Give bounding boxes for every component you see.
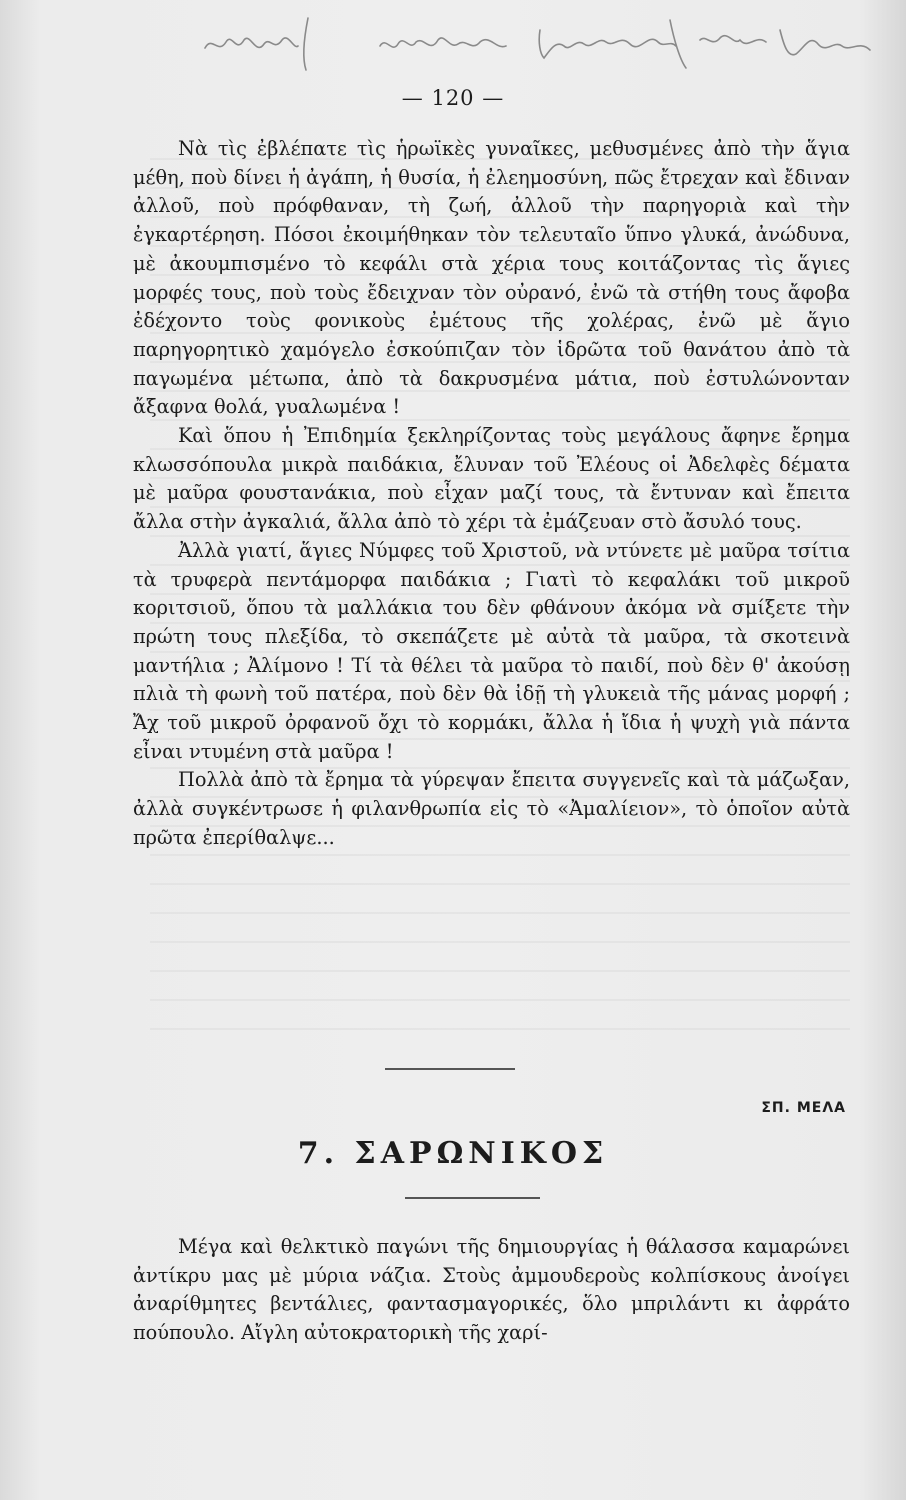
section-divider (385, 1068, 515, 1070)
paragraph: Μέγα καὶ θελκτικὸ παγώνι τῆς δημιουργίας ἡ θάλασσα καμαρώνει ἀντίκρυ μας μὲ μύρια νάζια. Στοὺς ἀμμουδεροὺς κολπίσκους ἀνοίγει ἀναρίθμητες βεντάλιες, φαντασμαγορικές, ὅλο μπριλάντι κι ἀφράτο πούπουλο. Αἴγλη αὐτοκρατορικὴ τῆς χαρί- (133, 1235, 850, 1345)
paragraph: Καὶ ὅπου ἡ Ἐπιδημία ξεκληρίζοντας τοὺς μεγάλους ἄφηνε ἔρημα κλωσσόπουλα μικρὰ παιδάκια, ἔλυναν τοῦ Ἐλέους οἱ Ἀδελφὲς δέματα μὲ μαῦρα φουστανάκια, ποὺ εἶχαν μαζί τους, τὰ ἔντυναν καὶ ἔπειτα ἄλλα στὴν ἀγκαλιά, ἄλλα ἀπὸ τὸ χέρι τὰ ἐμάζευαν στὸ ἄσυλό τους. (133, 424, 850, 534)
author-signature: ΣΠ. ΜΕΛΑ (761, 1100, 846, 1116)
heading-underline (405, 1197, 540, 1199)
article-body (133, 135, 850, 853)
page-number: — 120 — (401, 86, 505, 110)
section-heading: 7. ΣΑΡΩΝΙΚΟΣ (297, 1136, 609, 1171)
section-body (133, 1233, 850, 1348)
paragraph: Πολλὰ ἀπὸ τὰ ἔρημα τὰ γύρεψαν ἔπειτα συγγενεῖς καὶ τὰ μάζωξαν, ἀλλὰ συγκέντρωσε ἡ φιλανθρωπία εἰς τὸ «Ἀμαλίειον», τὸ ὁποῖον αὐτὰ πρῶτα ἐπερίθαλψε... (133, 768, 850, 849)
handwritten-annotation (200, 10, 880, 80)
paragraph: Νὰ τὶς ἐβλέπατε τὶς ἡρωϊκὲς γυναῖκες, μεθυσμένες ἀπὸ τὴν ἅγια μέθη, ποὺ δίνει ἡ ἀγάπη, ἡ θυσία, ἡ ἐλεημοσύνη, πῶς ἔτρεχαν καὶ ἔδιναν ἀλλοῦ, ποὺ πρόφθαναν, τὴ ζωή, ἀλλοῦ τὴν παρηγοριὰ καὶ τὴν ἐγκαρτέρηση. Πόσοι ἐκοιμήθηκαν τὸν τελευταῖο ὕπνο γλυκά, ἀνώδυνα, μὲ ἀκουμπισμένο τὸ κεφάλι στὰ χέρια τους κοιτάζοντας τὶς ἅγιες μορφές τους, ποὺ τοὺς ἔδειχναν τὸν οὐρανό, ἐνῶ τὰ στήθη τους ἄφοβα ἐδέχοντο τοὺς φονικοὺς ἐμέτους τῆς χολέρας, ἐνῶ μὲ ἅγιο παρηγορητικὸ χαμόγελο ἐσκούπιζαν τὸν ἱδρῶτα τοῦ θανάτου ἀπὸ τὰ παγωμένα μέτωπα, ἀπὸ τὰ δακρυσμένα μάτια, ποὺ ἐστυλώνονταν ἄξαφνα θολά, γυαλωμένα ! (133, 137, 850, 419)
paragraph: Ἀλλὰ γιατί, ἅγιες Νύμφες τοῦ Χριστοῦ, νὰ ντύνετε μὲ μαῦρα τσίτια τὰ τρυφερὰ πεντάμορφα παιδάκια ; Γιατὶ τὸ κεφαλάκι τοῦ μικροῦ κοριτσιοῦ, ὅπου τὰ μαλλάκια του δὲν φθάνουν ἀκόμα νὰ σμίξετε τὴν πρώτη τους πλεξίδα, τὸ σκεπάζετε μὲ αὐτὰ τὰ μαῦρα, τὰ σκοτεινὰ μαντήλια ; Ἀλίμονο ! Τί τὰ θέλει τὰ μαῦρα τὸ παιδί, ποὺ δὲν θ' ἀκούσῃ πλιὰ τὴ φωνὴ τοῦ πατέρα, ποὺ δὲν θὰ ἰδῇ τὴ γλυκειὰ τῆς μάνας μορφή ; Ἄχ τοῦ μικροῦ ὀρφανοῦ ὄχι τὸ κορμάκι, ἄλλα ἡ ἴδια ἡ ψυχὴ γιὰ πάντα εἶναι ντυμένη στὰ μαῦρα ! (133, 538, 850, 763)
